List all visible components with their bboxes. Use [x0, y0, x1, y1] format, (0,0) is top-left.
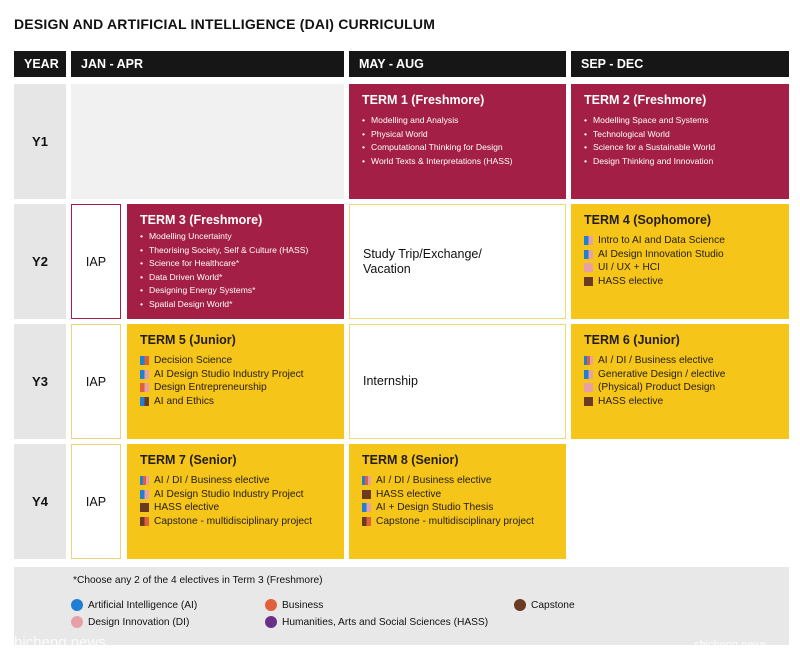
- course-label: Generative Design / elective: [598, 368, 726, 380]
- watermark-right: shicheng.news: [694, 639, 767, 651]
- course-label: Capstone - multidisciplinary project: [154, 515, 312, 527]
- internship-cell: [349, 324, 566, 439]
- list-item: [584, 261, 777, 275]
- term-2-card: [571, 84, 789, 199]
- category-color-icon: [140, 383, 149, 392]
- term-4-card: [571, 204, 789, 319]
- term-8-title: TERM 8 (Senior): [362, 453, 459, 467]
- term-2-course-list: [584, 114, 777, 168]
- list-item: • Physical World: [362, 128, 554, 142]
- empty-cell-y1-jan-apr: [71, 84, 344, 199]
- category-color-icon: [584, 383, 593, 392]
- course-label: AI / DI / Business elective: [154, 475, 270, 486]
- category-color-icon: [140, 517, 149, 526]
- legend-label-di: Design Innovation (DI): [88, 617, 190, 628]
- course-label: (Physical) Product Design: [598, 382, 716, 393]
- course-label: AI Design Studio Industry Project: [154, 488, 304, 500]
- term-7-card: [127, 444, 344, 559]
- list-item: • Technological World: [584, 128, 777, 142]
- list-item: [584, 368, 777, 382]
- list-item: [140, 368, 332, 382]
- term-3-title: TERM 3 (Freshmore): [140, 213, 263, 227]
- term-3-course-list: [140, 230, 332, 311]
- iap-cell-y3: IAP: [71, 324, 121, 439]
- header-year: YEAR: [14, 51, 66, 77]
- category-color-icon: [140, 356, 149, 365]
- course-label: Design Entrepreneurship: [154, 382, 267, 393]
- course-label: AI / DI / Business elective: [376, 475, 492, 486]
- legend-label-business: Business: [282, 600, 324, 611]
- course-label: AI + Design Studio Thesis: [376, 502, 494, 513]
- capstone-color-dot: [514, 599, 526, 611]
- term-5-course-list: [140, 354, 332, 408]
- header-jan-apr: JAN - APR: [71, 51, 344, 77]
- list-item: • Computational Thinking for Design: [362, 141, 554, 155]
- course-label: AI Design Innovation Studio: [598, 248, 724, 260]
- term-1-card: [349, 84, 566, 199]
- course-label: Capstone - multidisciplinary project: [376, 515, 534, 527]
- legend-label-hass: Humanities, Arts and Social Sciences (HASS): [282, 617, 489, 628]
- term-8-card: [349, 444, 566, 559]
- term-8-course-list: [362, 474, 554, 528]
- term-4-course-list: [584, 234, 777, 288]
- course-label: AI / DI / Business elective: [598, 355, 714, 366]
- list-item: [584, 275, 777, 289]
- list-item: • Science for a Sustainable World: [584, 141, 777, 155]
- category-color-icon: [140, 476, 149, 485]
- header-may-aug: MAY - AUG: [349, 51, 566, 77]
- list-item: • Theorising Society, Self & Culture (HASS): [140, 244, 332, 258]
- list-item: [362, 515, 554, 529]
- study-trip-text: Study Trip/Exchange/ Vacation: [363, 246, 482, 276]
- list-item: • World Texts & Interpretations (HASS): [362, 155, 554, 169]
- list-item: [362, 474, 554, 488]
- legend-item-capstone: [514, 599, 575, 612]
- list-item: [140, 501, 332, 515]
- list-item: [584, 248, 777, 262]
- list-item: [362, 501, 554, 515]
- list-item: [584, 354, 777, 368]
- header-sep-dec: SEP - DEC: [571, 51, 789, 77]
- term-5-title: TERM 5 (Junior): [140, 333, 236, 347]
- category-color-icon: [584, 263, 593, 272]
- watermark-left: hicheng.news: [14, 634, 106, 651]
- list-item: [140, 395, 332, 409]
- list-item: • Modelling Uncertainty: [140, 230, 332, 244]
- term-6-title: TERM 6 (Junior): [584, 333, 680, 347]
- category-color-icon: [362, 476, 371, 485]
- year-label-y1: Y1: [14, 84, 66, 199]
- list-item: • Data Driven World*: [140, 271, 332, 285]
- list-item: [140, 515, 332, 529]
- category-color-icon: [140, 490, 149, 499]
- category-color-icon: [584, 277, 593, 286]
- course-label: Decision Science: [154, 355, 233, 366]
- year-label-y3: Y3: [14, 324, 66, 439]
- term-7-course-list: [140, 474, 332, 528]
- category-color-icon: [584, 397, 593, 406]
- course-label: AI Design Studio Industry Project: [154, 368, 304, 380]
- page-title: DESIGN AND ARTIFICIAL INTELLIGENCE (DAI) CURRICULUM: [14, 16, 436, 32]
- list-item: • Modelling and Analysis: [362, 114, 554, 128]
- list-item: [584, 395, 777, 409]
- category-color-icon: [140, 370, 149, 379]
- list-item: [584, 234, 777, 248]
- term-6-course-list: [584, 354, 777, 408]
- legend-label-ai: Artificial Intelligence (AI): [88, 600, 198, 611]
- list-item: • Designing Energy Systems*: [140, 284, 332, 298]
- elective-note: *Choose any 2 of the 4 electives in Term 3 (Freshmore): [73, 575, 323, 586]
- list-item: [140, 474, 332, 488]
- legend-label-capstone: Capstone: [531, 600, 575, 611]
- category-color-icon: [362, 490, 371, 499]
- legend-item-ai: [71, 599, 197, 612]
- list-item: • Design Thinking and Innovation: [584, 155, 777, 169]
- list-item: • Spatial Design World*: [140, 298, 332, 312]
- year-label-y4: Y4: [14, 444, 66, 559]
- category-color-icon: [584, 250, 593, 259]
- iap-cell-y4: IAP: [71, 444, 121, 559]
- list-item: • Science for Healthcare*: [140, 257, 332, 271]
- internship-text: Internship: [363, 374, 418, 388]
- category-color-icon: [362, 517, 371, 526]
- category-color-icon: [584, 370, 593, 379]
- term-1-course-list: [362, 114, 554, 168]
- study-trip-cell: [349, 204, 566, 319]
- term-4-title: TERM 4 (Sophomore): [584, 213, 712, 227]
- di-color-dot: [71, 616, 83, 628]
- category-color-icon: [584, 356, 593, 365]
- term-2-title: TERM 2 (Freshmore): [584, 93, 707, 107]
- hass-color-dot: [265, 616, 277, 628]
- ai-color-dot: [71, 599, 83, 611]
- course-label: UI / UX + HCI: [598, 262, 660, 273]
- term-1-title: TERM 1 (Freshmore): [362, 93, 485, 107]
- iap-cell-y2: IAP: [71, 204, 121, 319]
- category-color-icon: [140, 503, 149, 512]
- course-label: HASS elective: [154, 502, 220, 513]
- list-item: [140, 381, 332, 395]
- list-item: [584, 381, 777, 395]
- business-color-dot: [265, 599, 277, 611]
- year-label-y2: Y2: [14, 204, 66, 319]
- term-5-card: [127, 324, 344, 439]
- legend-item-hass: [265, 616, 490, 629]
- course-label: HASS elective: [598, 395, 664, 407]
- list-item: [140, 488, 332, 502]
- category-color-icon: [584, 236, 593, 245]
- term-3-card: [127, 204, 344, 319]
- course-label: AI and Ethics: [154, 395, 215, 407]
- list-item: • Modelling Space and Systems: [584, 114, 777, 128]
- legend-item-business: [265, 599, 323, 612]
- course-label: Intro to AI and Data Science: [598, 235, 725, 246]
- course-label: HASS elective: [376, 488, 442, 500]
- term-6-card: [571, 324, 789, 439]
- term-7-title: TERM 7 (Senior): [140, 453, 237, 467]
- list-item: [362, 488, 554, 502]
- course-label: HASS elective: [598, 275, 664, 287]
- legend-item-di: [71, 616, 189, 629]
- category-color-icon: [362, 503, 371, 512]
- category-color-icon: [140, 397, 149, 406]
- list-item: [140, 354, 332, 368]
